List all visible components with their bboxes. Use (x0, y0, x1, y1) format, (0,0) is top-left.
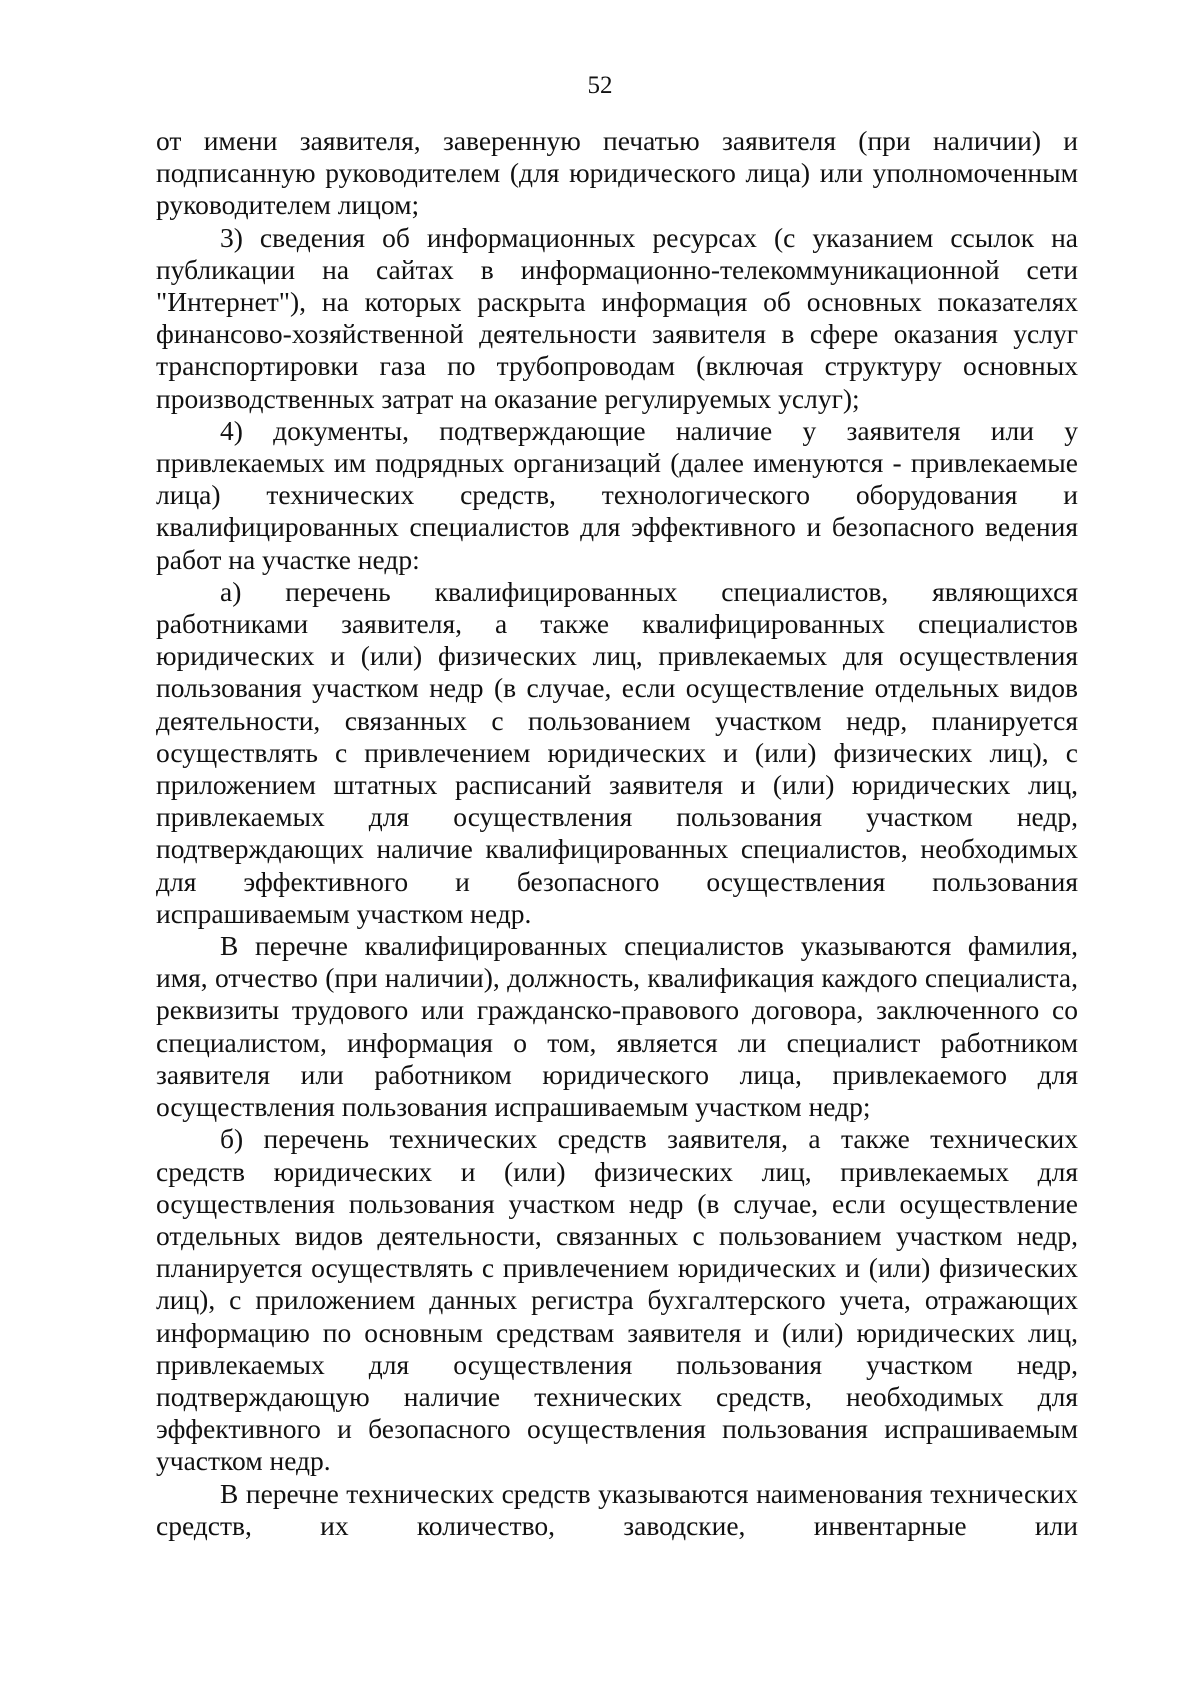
paragraph-item-4: 4) документы, подтверждающие наличие у заявителя или у привлекаемых им подрядных организаций (далее именуются - привлекаемые лица) технических средств, технологического оборудования и квалифицированных специалистов для эффективного и безопасного ведения работ на участке недр: (156, 414, 1078, 575)
document-body (156, 125, 1078, 1542)
page-number: 52 (587, 72, 613, 99)
paragraph-subitem-b: б) перечень технических средств заявителя, а также технических средств юридических и (или) физических лиц, привлекаемых для осуществления пользования участком недр (в случае, если осуществление отдельных видов деятельности, связанных с пользованием участком недр, планируется осуществлять с привлечением юридических и (или) физических лиц), с приложением данных регистра бухгалтерского учета, отражающих информацию по основным средствам заявителя и (или) юридических лиц, привлекаемых для осуществления пользования участком недр, подтверждающую наличие технических средств, необходимых для эффективного и безопасного осуществления пользования испрашиваемым участком недр. (156, 1123, 1078, 1477)
paragraph-technical-means: В перечне технических средств указываются наименования технических средств, их количество, заводские, инвентарные или (156, 1477, 1078, 1541)
paragraph-specialists-list: В перечне квалифицированных специалистов указываются фамилия, имя, отчество (при наличии), должность, квалификация каждого специалиста, реквизиты трудового или гражданско-правового договора, заключенного со специалистом, информация о том, является ли специалист работником заявителя или работником юридического лица, привлекаемого для осуществления пользования испрашиваемым участком недр; (156, 930, 1078, 1123)
paragraph-item-3: 3) сведения об информационных ресурсах (с указанием ссылок на публикации на сайтах в информационно-телекоммуникационной сети "Интернет"), на которых раскрыта информация об основных показателях финансово-хозяйственной деятельности заявителя в сфере оказания услуг транспортировки газа по трубопроводам (включая структуру основных производственных затрат на оказание регулируемых услуг); (156, 221, 1078, 414)
paragraph-continuation: от имени заявителя, заверенную печатью заявителя (при наличии) и подписанную руководителем (для юридического лица) или уполномоченным руководителем лицом; (156, 125, 1078, 221)
paragraph-subitem-a: а) перечень квалифицированных специалистов, являющихся работниками заявителя, а также квалифицированных специалистов юридических и (или) физических лиц, привлекаемых для осуществления пользования участком недр (в случае, если осуществление отдельных видов деятельности, связанных с пользованием участком недр, планируется осуществлять с привлечением юридических и (или) физических лиц), с приложением штатных расписаний заявителя и (или) юридических лиц, привлекаемых для осуществления пользования участком недр, подтверждающих наличие квалифицированных специалистов, необходимых для эффективного и безопасного осуществления пользования испрашиваемым участком недр. (156, 575, 1078, 929)
